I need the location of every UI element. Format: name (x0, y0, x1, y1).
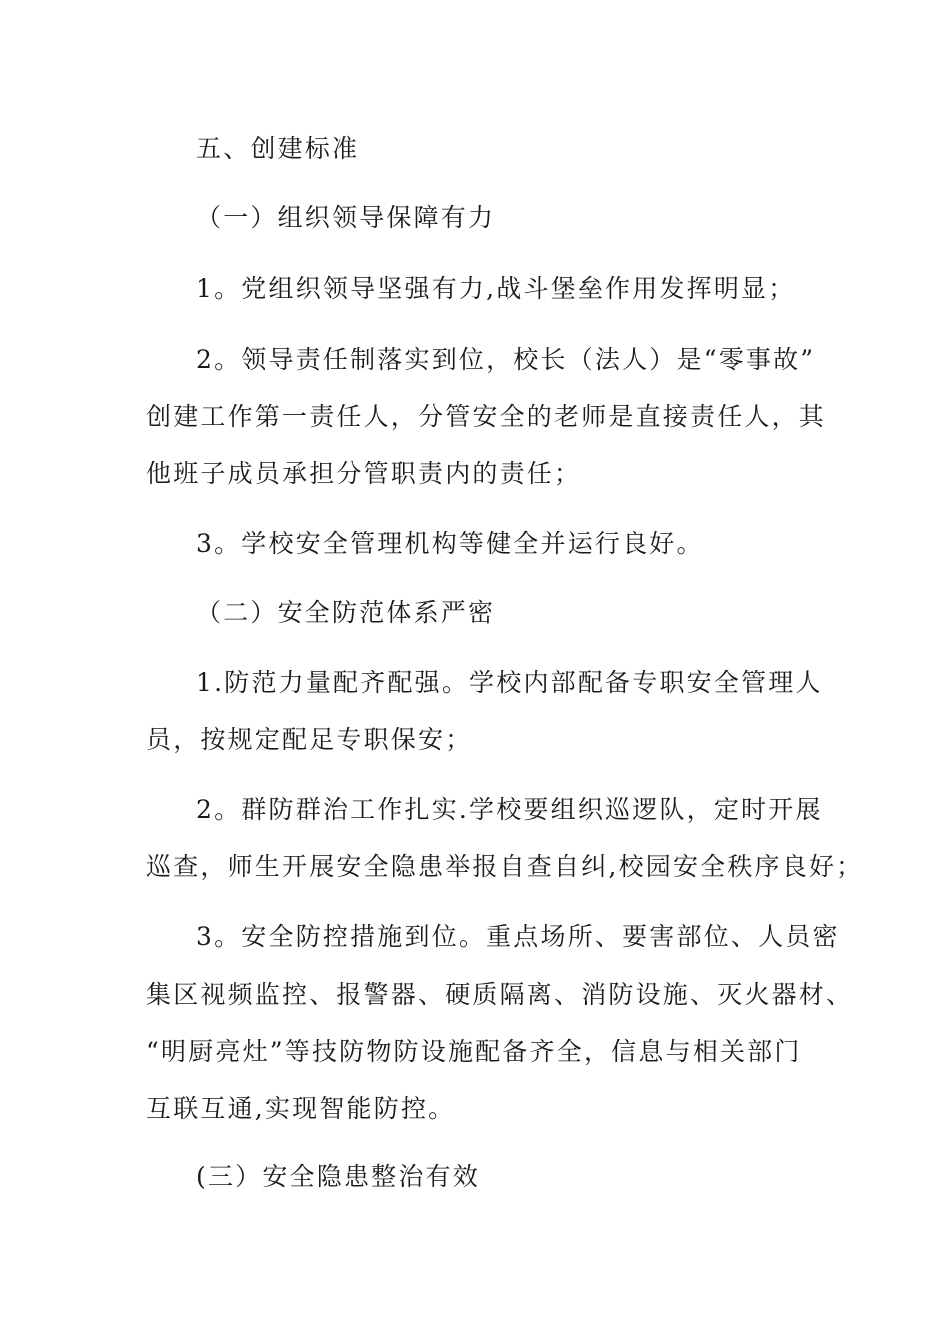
paragraph-2-1-line-2: 员，按规定配足专职保安； (146, 725, 473, 754)
subsection-title-3: (三）安全隐患整治有效 (196, 1162, 480, 1191)
paragraph-2-1-line-1: 1.防范力量配齐配强。学校内部配备专职安全管理人 (196, 668, 823, 697)
subsection-title-2: （二）安全防范体系严密 (196, 598, 496, 627)
paragraph-2-2-line-2: 巡查，师生开展安全隐患举报自查自纠,校园安全秩序良好； (146, 852, 864, 881)
paragraph-1-1: 1。党组织领导坚强有力,战斗堡垒作用发挥明显； (196, 274, 796, 303)
paragraph-1-2-line-3: 他班子成员承担分管职责内的责任； (146, 459, 582, 488)
paragraph-2-3-line-4: 互联互通,实现智能防控。 (146, 1094, 456, 1123)
section-heading: 五、创建标准 (196, 134, 360, 163)
paragraph-2-3-line-3: “明厨亮灶”等技防物防设施配备齐全，信息与相关部门 (146, 1037, 802, 1066)
paragraph-2-2-line-1: 2。群防群治工作扎实.学校要组织巡逻队，定时开展 (196, 795, 823, 824)
subsection-title-1: （一）组织领导保障有力 (196, 203, 496, 232)
paragraph-1-3: 3。学校安全管理机构等健全并运行良好。 (196, 529, 704, 558)
paragraph-2-3-line-2: 集区视频监控、报警器、硬质隔离、消防设施、灭火器材、 (146, 980, 854, 1009)
paragraph-1-2-line-2: 创建工作第一责任人，分管安全的老师是直接责任人，其 (146, 402, 827, 431)
paragraph-2-3-line-1: 3。安全防控措施到位。重点场所、要害部位、人员密 (196, 922, 840, 951)
paragraph-1-2-line-1: 2。领导责任制落实到位，校长（法人）是“零事故” (196, 345, 816, 374)
